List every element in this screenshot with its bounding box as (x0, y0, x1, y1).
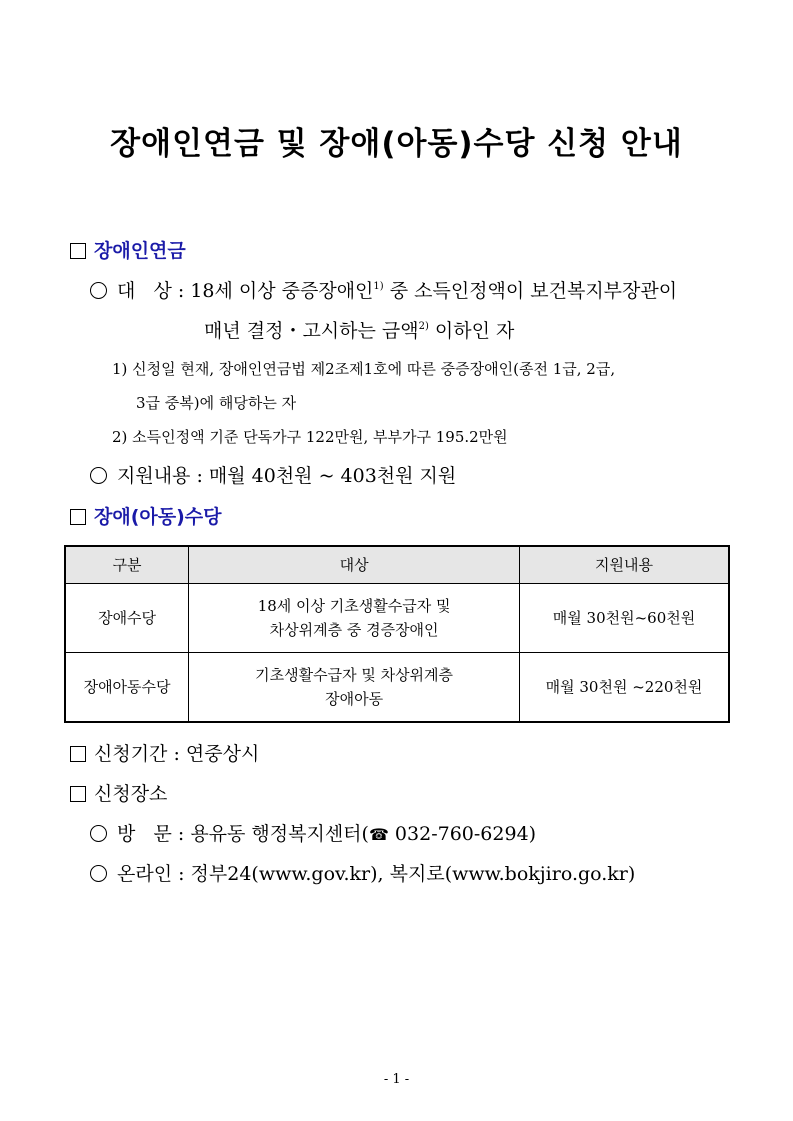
section-heading-allowance (70, 502, 222, 529)
square-bullet-icon (70, 786, 86, 802)
target-text-d: 이하인 자 (428, 320, 515, 342)
online-label: 온라인 (117, 863, 173, 885)
circle-bullet-icon (90, 467, 107, 484)
place-heading-label: 신청장소 (94, 783, 168, 805)
square-bullet-icon (70, 509, 86, 525)
circle-bullet-icon (90, 825, 107, 842)
circle-bullet-icon (90, 282, 107, 299)
application-place-heading (70, 779, 167, 806)
phone-icon: ☎ (368, 825, 389, 844)
section-heading-label: 장애(아동)수당 (94, 506, 222, 528)
visit-text: 용유동 행정복지센터( (190, 823, 369, 845)
table-header-row (65, 546, 729, 584)
target-line: 장애아동 (325, 690, 384, 708)
table-header-cell: 구분 (65, 546, 189, 584)
page-title: 장애인연금 및 장애(아동)수당 신청 안내 (110, 126, 683, 162)
pension-target-line1: 대 상 : 18세 이상 중증장애인$^{1)}$ 중 소득인정액이 보건복지부장관이 (90, 276, 677, 303)
table-cell-support: 매월 30천원 ~220천원 (520, 653, 729, 723)
target-line: 18세 이상 기초생활수급자 및 (257, 597, 451, 615)
footnote-2: 2) 소득인정액 기준 단독가구 122만원, 부부가구 195.2만원 (112, 428, 508, 446)
support-text: 매월 40천원 ~ 403천원 지원 (208, 465, 457, 487)
target-text-a: 18세 이상 중증장애인 (190, 280, 374, 302)
footnote-ref-1: 1) (373, 281, 384, 292)
period-value: 연중상시 (185, 743, 260, 765)
visit-phone: 032-760-6294) (388, 823, 537, 845)
table-cell-target (189, 584, 520, 653)
online-text: 정부24(www.gov.kr), 복지로(www.bokjiro.go.kr) (190, 863, 636, 885)
footnote-ref-2: 2) (418, 321, 429, 332)
visit-line: 방 문 : 용유동 행정복지센터(☎ 032-760-6294) (90, 819, 536, 846)
table-cell-target (189, 653, 520, 723)
support-label: 지원내용 (117, 465, 191, 487)
section-heading-label: 장애인연금 (94, 240, 186, 262)
footnote-1-line2: 3급 중복)에 해당하는 자 (136, 394, 297, 412)
table-cell-type: 장애아동수당 (65, 653, 189, 723)
table-header-cell: 대상 (189, 546, 520, 584)
table-cell-type: 장애수당 (65, 584, 189, 653)
square-bullet-icon (70, 746, 86, 762)
allowance-table (64, 545, 730, 723)
visit-label: 방 문 (117, 823, 172, 845)
target-label: 대 상 (117, 280, 172, 302)
online-line: 온라인 : 정부24(www.gov.kr), 복지로(www.bokjiro.go.kr) (90, 859, 635, 886)
table-row (65, 584, 729, 653)
application-period: 신청기간 : 연중상시 (70, 739, 259, 766)
table-cell-support: 매월 30천원~60천원 (520, 584, 729, 653)
period-label: 신청기간 (94, 743, 168, 765)
target-line: 기초생활수급자 및 차상위계층 (255, 666, 454, 684)
pension-support-line: 지원내용 : 매월 40천원 ~ 403천원 지원 (90, 461, 456, 488)
footnote-1-line1: 1) 신청일 현재, 장애인연금법 제2조제1호에 따른 중증장애인(종전 1급, 2급, (112, 360, 616, 378)
table-row (65, 653, 729, 723)
pension-target-line2 (204, 316, 514, 343)
square-bullet-icon (70, 243, 86, 259)
target-text-c: 매년 결정・고시하는 금액 (204, 320, 419, 342)
table-header-cell: 지원내용 (520, 546, 729, 584)
target-line: 차상위계층 중 경증장애인 (269, 621, 439, 639)
circle-bullet-icon (90, 865, 107, 882)
section-heading-pension (70, 236, 186, 263)
page-number: - 1 - (383, 1072, 410, 1087)
target-text-b: 중 소득인정액이 보건복지부장관이 (383, 280, 678, 302)
